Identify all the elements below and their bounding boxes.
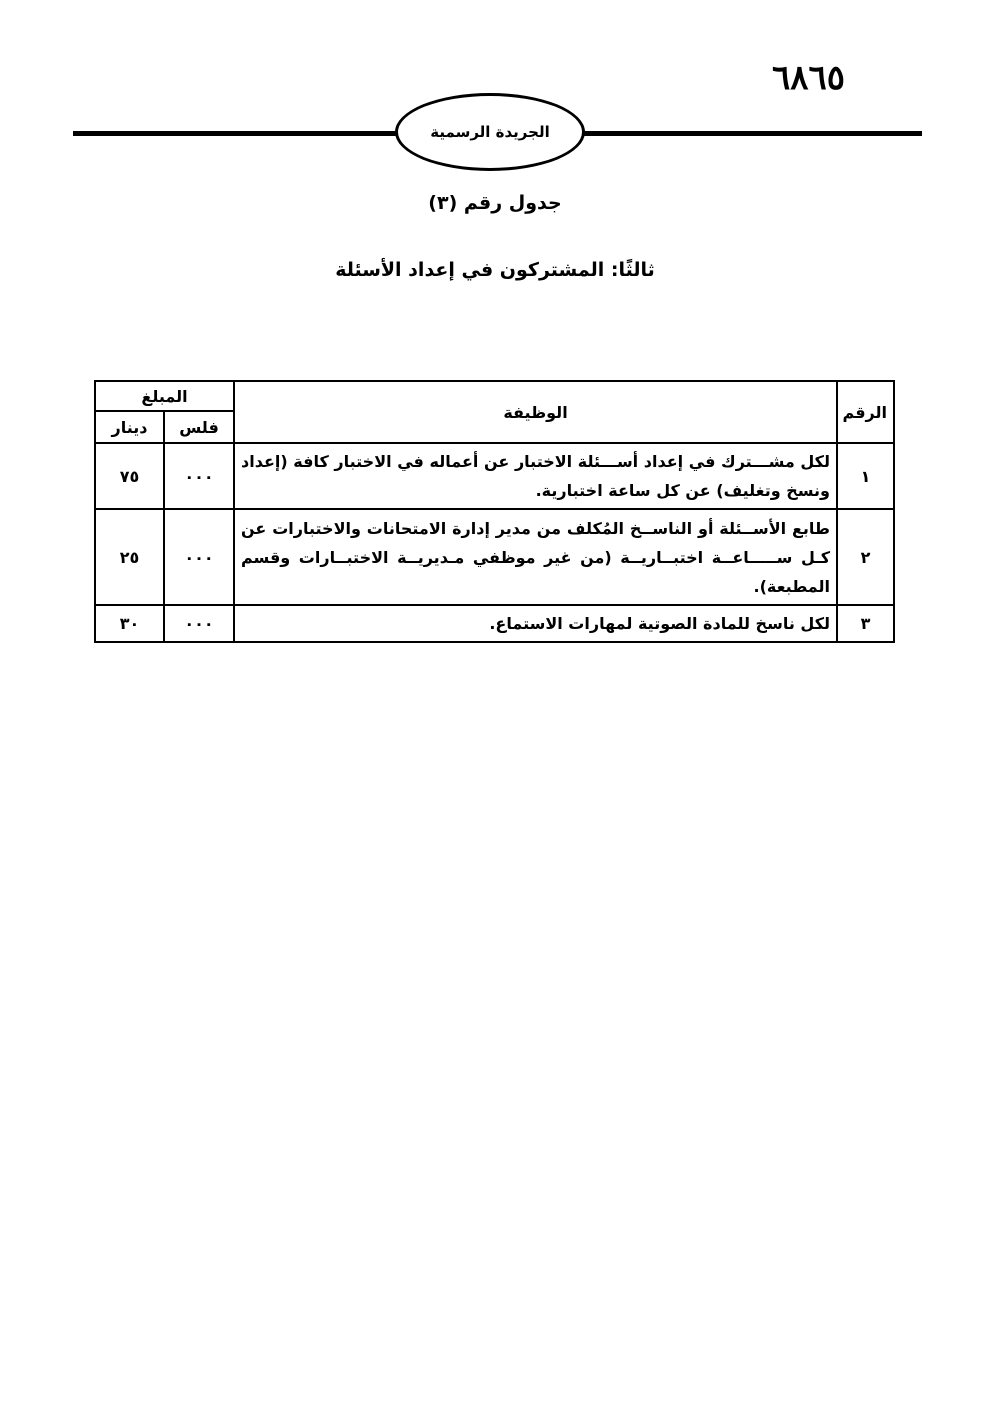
row-job: طابع الأســئلة أو الناســخ المُكلف من مدير إدارة الامتحانات والاختبارات عن كـل ســـــاعــة اختبــاريــة (من غير موظفي مـديريــة الاختبــارات وقسم المطبعة).: [234, 509, 837, 605]
fees-table: [94, 380, 895, 643]
column-header-fils: فلس: [164, 411, 234, 443]
row-number: ٢: [837, 509, 894, 605]
row-dinar: ٢٥: [95, 509, 164, 605]
row-number: ٣: [837, 605, 894, 642]
section-title: ثالثًا: المشتركون في إعداد الأسئلة: [335, 259, 655, 281]
table-row: [95, 509, 894, 605]
row-dinar: ٧٥: [95, 443, 164, 509]
table-title: جدول رقم (٣): [428, 192, 562, 214]
table-header-row: [95, 381, 894, 411]
row-fils: ٠٠٠: [164, 443, 234, 509]
row-number: ١: [837, 443, 894, 509]
column-header-dinar: دينار: [95, 411, 164, 443]
gazette-name: الجريدة الرسمية: [430, 123, 550, 141]
column-header-amount: المبلغ: [95, 381, 234, 411]
table-row: [95, 443, 894, 509]
row-job: لكل ناسخ للمادة الصوتية لمهارات الاستماع.: [234, 605, 837, 642]
column-header-number: الرقم: [837, 381, 894, 443]
column-header-job: الوظيفة: [234, 381, 837, 443]
page-number: ٦٨٦٥: [772, 58, 846, 98]
row-fils: ٠٠٠: [164, 509, 234, 605]
gazette-name-oval: [395, 93, 585, 171]
row-dinar: ٣٠: [95, 605, 164, 642]
table-row: [95, 605, 894, 642]
row-job: لكل مشـــترك في إعداد أســـئلة الاختبار عن أعماله في الاختبار كافة (إعداد ونسخ وتغليف) عن كل ساعة اختبارية.: [234, 443, 837, 509]
row-fils: ٠٠٠: [164, 605, 234, 642]
